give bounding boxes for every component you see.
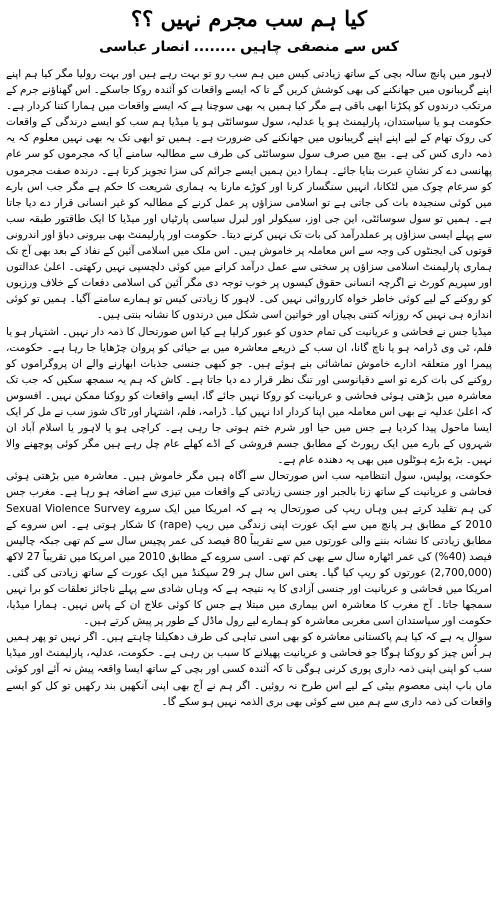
column-subtitle: کس سے منصفی چاہیں [240,39,399,55]
body-paragraph: سوال یہ ہے کہ کیا ہم پاکستانی معاشرہ کو بھی اسی تباہی کی طرف دھکیلنا چاہتے ہیں۔ اگر نہیں تو پھر ہمیں ہر اُس چیز کو روکنا ہوگا جو فحاشی و عریانیت پھیلانے کا سبب بن رہی ہے۔ حکومت، عدلیہ، پارلیمنٹ اور میڈیا سب کو اپنی اپنی ذمہ داری پوری کرنی ہوگی تا کہ آئندہ کسی اور بچی کے ساتھ ایسا واقعہ پیش نہ آئے اور کوئی ماں باپ اپنی معصوم بیٹی کے لیے اس طرح نہ روئیں۔ اگر ہم نے آج بھی اپنی آنکھیں بند رکھیں تو کل کو ایسے واقعات کی ذمہ داری سے ہم میں سے کوئی بھی بری الذمہ نہیں ہو سکے گا۔ [6,631,492,708]
byline-separator: ........ [193,39,237,55]
body-paragraph: میڈیا جس نے فحاشی و عریانیت کی تمام حدوں کو عبور کرلیا ہے کیا اس صورتحال کا ذمہ دار نہیں۔ اشتہار ہو یا فلم، ٹی وی ڈرامہ ہو یا ناچ گانا، ان سب کے ذریعے معاشرہ میں بے حیائی کو پروان چڑھایا جا رہا ہے۔ حکومت، پیمرا اور متعلقہ ادارے خاموش تماشائی بنے ہوئے ہیں۔ جو کبھی جنسی جذبات ابھارنے والے ان پروگراموں کو روکنے کی بات کرے تو اسے دقیانوسی اور تنگ نظر قرار دے دیا جاتا ہے۔ کاش کہ ہم یہ سمجھ سکیں کہ جب تک معاشرہ میں بڑھتی ہوئی فحاشی و عریانیت کو روکا نہیں جائے گا، ایسے واقعات کو روکنا ممکن نہیں۔ افسوس کہ اعلیٰ عدلیہ نے بھی اس معاملہ میں اپنا کردار ادا نہیں کیا۔ ڈرامہ، فلم، اشتہار اور ٹاک شوز سب نے مل کر ایک ایسا ماحول پیدا کردیا ہے جس میں حیا اور شرم ختم ہوتی جا رہی ہے۔ کراچی ہو یا لاہور یا اسلام آباد ان شہروں کے بارے میں ایک رپورٹ کے مطابق جسم فروشی کے اڈے کھلے عام چل رہے ہیں مگر کوئی پوچھنے والا نہیں۔ بڑے بڑے ہوٹلوں میں بھی یہ دھندہ عام ہے۔ [6,325,492,467]
body-paragraph: لاہور میں پانچ سالہ بچی کے ساتھ زیادتی کیس میں ہم سب رو تو بہت رہے ہیں اور بہت رولیا مگر کیا ہم اپنے اپنے گریبانوں میں جھانکنے کی بھی کوشش کریں گے تا کہ ایسے واقعات کو آئندہ روکا جاسکے۔ اس گھناؤنے جرم کے مرتکب درندوں کو پکڑنا ابھی باقی ہے مگر کیا ہمیں یہ بھی سوچنا ہے کہ ایسے واقعات میں ہمارا کتنا کردار ہے۔ حکومت ہو یا سیاستدان، پارلیمنٹ ہو یا عدلیہ، سول سوسائٹی ہو یا میڈیا ہم سب کو ایسے درندگی کے واقعات کی روک تھام کے لیے اپنے اپنے گریبانوں میں جھانکنے کی ضرورت ہے۔ ہمیں تو ابھی تک یہ بھی نہیں معلوم کہ یہ ذمہ داری کس کی ہے۔ بیچ میں صرف سول سوسائٹی کی طرف سے مطالبہ سامنے آیا کہ مجرموں کو سر عام پھانسی دے کر نشانِ عبرت بنایا جائے۔ ہمارا دین ہمیں ایسے جرائم کی سزا تجویز کرتا ہے۔ درندہ صفت مجرموں کو سرعام چوک میں لٹکانا، انہیں سنگسار کرنا اور کوڑے مارنا یہ ہماری شریعت کا حکم ہے مگر جب اس بارے میں کوئی سنجیدہ بات کی جاتی ہے تو اسلامی سزاؤں پر عمل کرنے کے مطالبہ کو غیر انسانی قرار دے دیا جاتا ہے۔ ہمیں تو سول سوسائٹی، این جی اوز، سیکولر اور لبرل سیاسی پارٹیاں اور میڈیا کا ایک طاقتور طبقہ سب سے پہلے ایسی سزاؤں پر عملدرآمد کی بات تک نہیں کرنے دیتا۔ حکومت اور پارلیمنٹ بھی بیرونی دباؤ اور اندرونی قوتوں کی ایجنٹوں کی وجہ سے اس معاملہ پر خاموش ہیں۔ اس ملک میں اسلامی آئین کے نفاذ کے بعد بھی آج تک ہماری پارلیمنٹ اسلامی سزاؤں پر سختی سے عمل درآمد کرانے میں کوئی دلچسپی نہیں رکھتی۔ اعلیٰ عدالتوں اور سپریم کورٹ نے اگرچہ انسانی حقوق کیسوں پر خوب توجہ دی مگر آئین کی اسلامی دفعات کے خلاف ورزیوں کو روکنے کے لیے کوئی خاطر خواہ کارروائی نہیں کی۔ لاہور کا زیادتی کیس تو ہمارے سامنے آگیا۔ ہمیں تو کوئی اندازہ ہی نہیں کہ روزانہ کتنی بچیاں اور خواتین اسی شکل میں درندوں کا نشانہ بنتی ہیں۔ [6,68,492,322]
column-body [6,66,492,710]
column-byline [6,36,492,58]
body-paragraph: حکومت، پولیس، سول انتظامیہ سب اس صورتحال سے آگاہ ہیں مگر خاموش ہیں۔ معاشرہ میں بڑھتی ہوئی فحاشی و عریانیت کے ساتھ زنا بالجبر اور جنسی زیادتی کے واقعات میں تیزی سے اضافہ ہو رہا ہے۔ مغرب جس کی ہم تقلید کرتے ہیں وہاں ریپ کی صورتحال یہ ہے کہ امریکا میں ایک سروے Sexual Violence Survey 2010 کے مطابق ہر پانچ میں سے ایک عورت اپنی زندگی میں ریپ (rape) کا شکار ہوتی ہے۔ اس سروے کے مطابق زیادتی کا نشانہ بننے والی عورتوں میں سے تقریباً 80 فیصد کی عمر پچیس سال سے کم تھی جبکہ چالیس فیصد (40%) کی عمر اٹھارہ سال سے بھی کم تھی۔ اسی سروے کے مطابق 2010 میں امریکا میں تقریباً 27 لاکھ (2,700,000) عورتوں کو ریپ کیا گیا۔ یعنی اس سال ہر 29 سیکنڈ میں ایک عورت کے ساتھ زیادتی کی گئی۔ امریکا میں فحاشی و عریانیت اور جنسی آزادی کا یہ نتیجہ ہے کہ وہاں شادی سے پہلے ناجائز تعلقات کو برا نہیں سمجھا جاتا۔ آج مغرب کا معاشرہ اس بیماری میں مبتلا ہے جس کا کوئی علاج ان کے پاس نہیں۔ ہمارا میڈیا، حکومت اور سیاستدان اسی مغربی معاشرہ کو ہمارے لیے رول ماڈل کے طور پر پیش کرتے ہیں۔ [6,470,493,628]
author-name: انصار عباسی [99,39,190,55]
column-title: کیا ہم سب مجرم نہیں ؟؟ [131,6,367,31]
